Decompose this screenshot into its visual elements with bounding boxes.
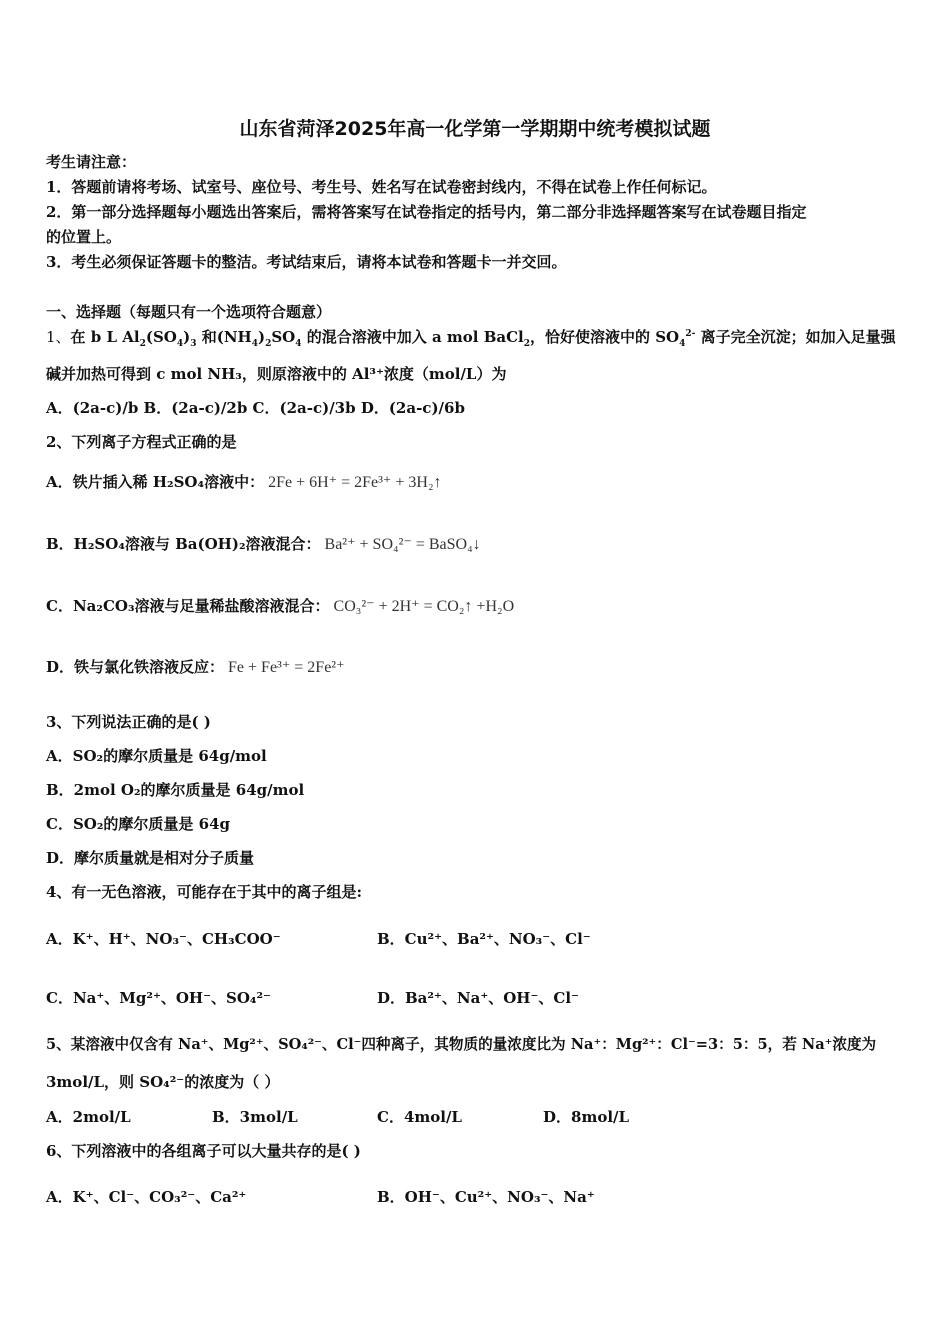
q4-option-a: A．K⁺、H⁺、NO₃⁻、CH₃COO⁻ — [46, 930, 281, 948]
notice-line-3: 3．考生必须保证答题卡的整洁。考试结束后，请将本试卷和答题卡一并交回。 — [46, 253, 567, 271]
q2-option-a: A．铁片插入稀 H₂SO₄溶液中： 2Fe + 6H⁺ = 2Fe³⁺ + 3H₂↑ — [46, 473, 442, 491]
q5-option-d: D．8mol/L — [543, 1108, 630, 1126]
q5-option-c: C．4mol/L — [377, 1108, 462, 1126]
q4-option-c: C．Na⁺、Mg²⁺、OH⁻、SO₄²⁻ — [46, 989, 271, 1007]
section-heading: 一、选择题（每题只有一个选项符合题意） — [46, 303, 332, 321]
q4-option-b: B．Cu²⁺、Ba²⁺、NO₃⁻、Cl⁻ — [377, 930, 591, 948]
page-title: 山东省菏泽2025年高一化学第一学期期中统考模拟试题 — [239, 118, 711, 140]
q3-option-b: B．2mol O₂的摩尔质量是 64g/mol — [46, 781, 305, 799]
question-6-stem: 6、下列溶液中的各组离子可以大量共存的是( ) — [46, 1142, 361, 1160]
q5-option-b: B．3mol/L — [212, 1108, 298, 1126]
q3-option-a: A．SO₂的摩尔质量是 64g/mol — [46, 747, 267, 765]
question-2-stem: 2、下列离子方程式正确的是 — [46, 433, 237, 451]
q6-option-a: A．K⁺、Cl⁻、CO₃²⁻、Ca²⁺ — [46, 1188, 247, 1206]
notice-heading: 考生请注意： — [46, 153, 137, 171]
question-5-stem: 5、某溶液中仅含有 Na⁺、Mg²⁺、SO₄²⁻、Cl⁻四种离子，其物质的量浓度比为 Na⁺：Mg²⁺：Cl⁻=3：5：5，若 Na⁺浓度为 — [46, 1036, 877, 1053]
question-1-stem: 1、在 b L $Al_2(SO_4)_3$ 和$(NH_4)_2SO_4$ 的混合溶液中加入 a mol BaCl$_2$，恰好使溶液中的 $SO_4^{2-}$ 离子完全沉淀；如加入足量强 — [46, 328, 896, 349]
q2-option-d: D．铁与氯化铁溶液反应： Fe + Fe³⁺ = 2Fe²⁺ — [46, 658, 345, 676]
equation-d: Fe + Fe³⁺ = 2Fe²⁺ — [228, 659, 345, 676]
q3-option-d: D．摩尔质量就是相对分子质量 — [46, 849, 255, 867]
question-4-stem: 4、有一无色溶液，可能存在于其中的离子组是: — [46, 883, 362, 901]
notice-line-2b: 的位置上。 — [46, 228, 122, 246]
q2-option-b: B．H₂SO₄溶液与 Ba(OH)₂溶液混合： Ba²⁺ + SO₄²⁻ = BaSO₄↓ — [46, 535, 481, 553]
q4-option-d: D．Ba²⁺、Na⁺、OH⁻、Cl⁻ — [377, 989, 579, 1007]
q5-option-a: A．2mol/L — [46, 1108, 131, 1126]
notice-line-1: 1．答题前请将考场、试室号、座位号、考生号、姓名写在试卷密封线内，不得在试卷上作任何标记。 — [46, 178, 717, 196]
question-1-stem-2: 碱并加热可得到 c mol NH₃，则原溶液中的 Al³⁺浓度（mol/L）为 — [46, 365, 507, 383]
question-5-stem-2: 3mol/L，则 SO₄²⁻的浓度为（ ） — [46, 1073, 280, 1091]
notice-line-2a: 2．第一部分选择题每小题选出答案后，需将答案写在试卷指定的括号内，第二部分非选择题答案写在试卷题目指定 — [46, 203, 807, 221]
equation-c: CO₃²⁻ + 2H⁺ = CO₂↑ +H₂O — [333, 598, 515, 615]
q2-option-c: C．Na₂CO₃溶液与足量稀盐酸溶液混合： CO₃²⁻ + 2H⁺ = CO₂↑ +H₂O — [46, 597, 515, 615]
question-1-options: A．(2a-c)/b B．(2a-c)/2b C．(2a-c)/3b D．(2a-c)/6b — [46, 399, 465, 417]
question-3-stem: 3、下列说法正确的是( ) — [46, 713, 211, 731]
q3-option-c: C．SO₂的摩尔质量是 64g — [46, 815, 230, 833]
equation-a: 2Fe + 6H⁺ = 2Fe³⁺ + 3H₂↑ — [268, 474, 442, 491]
equation-b: Ba²⁺ + SO₄²⁻ = BaSO₄↓ — [324, 536, 481, 553]
q6-option-b: B．OH⁻、Cu²⁺、NO₃⁻、Na⁺ — [377, 1188, 595, 1206]
